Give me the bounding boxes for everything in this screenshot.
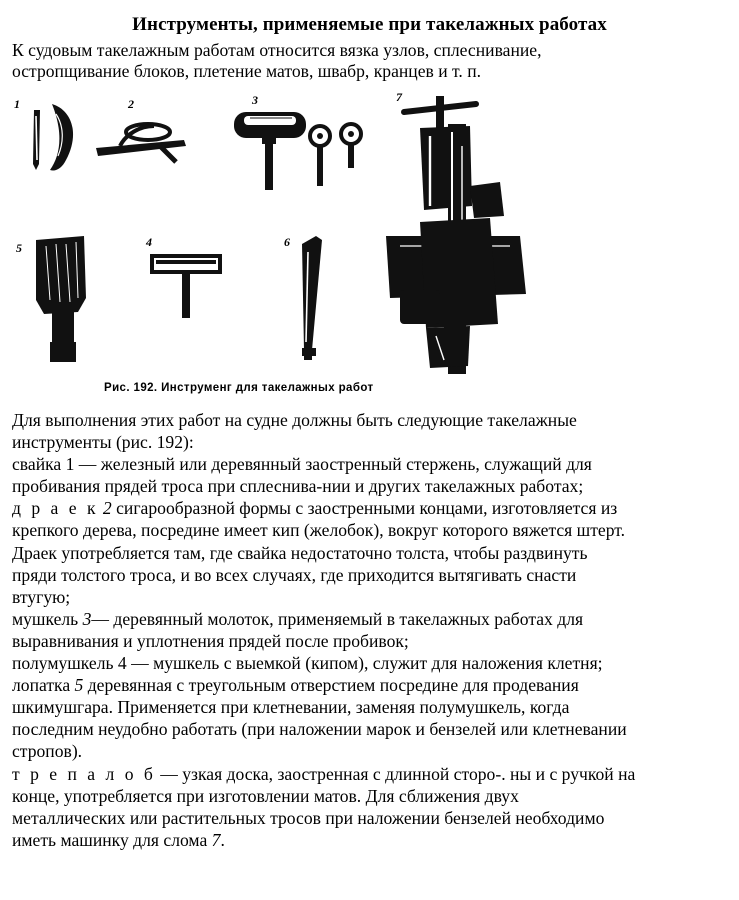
body-line: последним неудобно работать (при наложении марок и бензелей или клетневании <box>12 719 627 740</box>
body-text-run: деревянная с треугольным отверстием посредине для продевания <box>83 675 579 696</box>
body-line: Для выполнения этих работ на судне должны быть следующие такелажные <box>12 410 577 430</box>
body-text-run: . <box>220 829 225 850</box>
term-mushkel: мушкель <box>12 608 83 629</box>
figure-label-7: 7 <box>396 90 402 104</box>
body-text-run: — узкая доска, заостренная с длинной сторо-. ны и с ручкой на <box>155 763 636 784</box>
body-text-run: — деревянный молоток, применяемый в такелажных работах для <box>91 608 584 629</box>
body-line: крепкого дерева, посредине имеет кип (желобок), вокруг которого вяжется штерт. <box>12 520 626 541</box>
term-trepalob: т р е п а л о б <box>12 763 156 784</box>
seizing-machine-icon <box>386 96 526 374</box>
half-mallet-icon <box>152 256 220 318</box>
marlinspike-icon <box>33 104 73 171</box>
figure-caption: Рис. 192. Инструменг для такелажных работ <box>104 382 374 394</box>
figure-label-1: 1 <box>14 97 20 111</box>
body-line: пробивания прядей троса при сплеснива-нии и других такелажных работах; <box>12 476 584 497</box>
fid-icon <box>96 124 186 162</box>
figure-ref-7: 7 <box>211 829 221 850</box>
body-line: конце, употребляется при изготовлении матов. Для сближения двух <box>12 785 519 806</box>
figure-ref-2: 2 <box>102 498 112 519</box>
body-line: полумушкель 4 — мушкель с выемкой (кипом), служит для наложения клетня; <box>12 653 603 674</box>
body-line <box>12 829 739 851</box>
body-line: металлических или растительных тросов при наложении бензелей необходимо <box>12 807 605 828</box>
mallet-icon <box>234 112 361 190</box>
body-line: свайка 1 — железный или деревянный заостренный стержень, служащий для <box>12 454 592 475</box>
figure-label-2: 2 <box>128 97 134 111</box>
body-line: выравнивания и уплотнения прядей после пробивок; <box>12 630 409 651</box>
body-line: шкимушгара. Применяется при клетневании, заменяя полумушкель, когда <box>12 697 570 718</box>
tools-illustration <box>0 86 739 408</box>
body-line: Драек употребляется там, где свайка недостаточно толста, чтобы раздвинуть <box>12 542 588 563</box>
body-line: пряди толстого троса, и во всех случаях, где приходится вытягивать снасти <box>12 564 577 585</box>
figure-ref-3: 3 <box>82 608 92 629</box>
body-line: втугую; <box>12 586 71 607</box>
body-text-run: иметь машинку для слома <box>12 829 212 850</box>
intro-line-1: К судовым такелажным работам относится вязка узлов, сплеснивание, <box>12 40 542 60</box>
page-title: Инструменты, применяемые при такелажных работах <box>132 14 607 35</box>
term-draek: д р а е к <box>12 498 99 519</box>
figure-label-4: 4 <box>146 235 152 249</box>
body-text <box>12 409 739 851</box>
body-line <box>12 674 739 696</box>
body-line: стропов). <box>12 741 83 762</box>
body-text-run: сигарообразной формы с заостренными концами, изготовляется из <box>111 498 618 519</box>
spike-icon <box>302 236 322 360</box>
figure-ref-5: 5 <box>74 675 84 696</box>
body-line: инструменты (рис. 192): <box>12 432 194 453</box>
figure-label-5: 5 <box>16 241 22 255</box>
intro-paragraph <box>12 40 732 82</box>
tools-figure <box>0 86 739 408</box>
term-lopatka: лопатка <box>12 675 75 696</box>
intro-line-2: остропщивание блоков, плетение матов, швабр, кранцев и т. п. <box>12 61 482 81</box>
serving-board-icon <box>36 236 86 362</box>
body-line <box>12 497 739 519</box>
body-line <box>12 763 739 785</box>
figure-label-6: 6 <box>284 235 290 249</box>
body-line <box>12 608 739 630</box>
figure-label-3: 3 <box>252 93 258 107</box>
